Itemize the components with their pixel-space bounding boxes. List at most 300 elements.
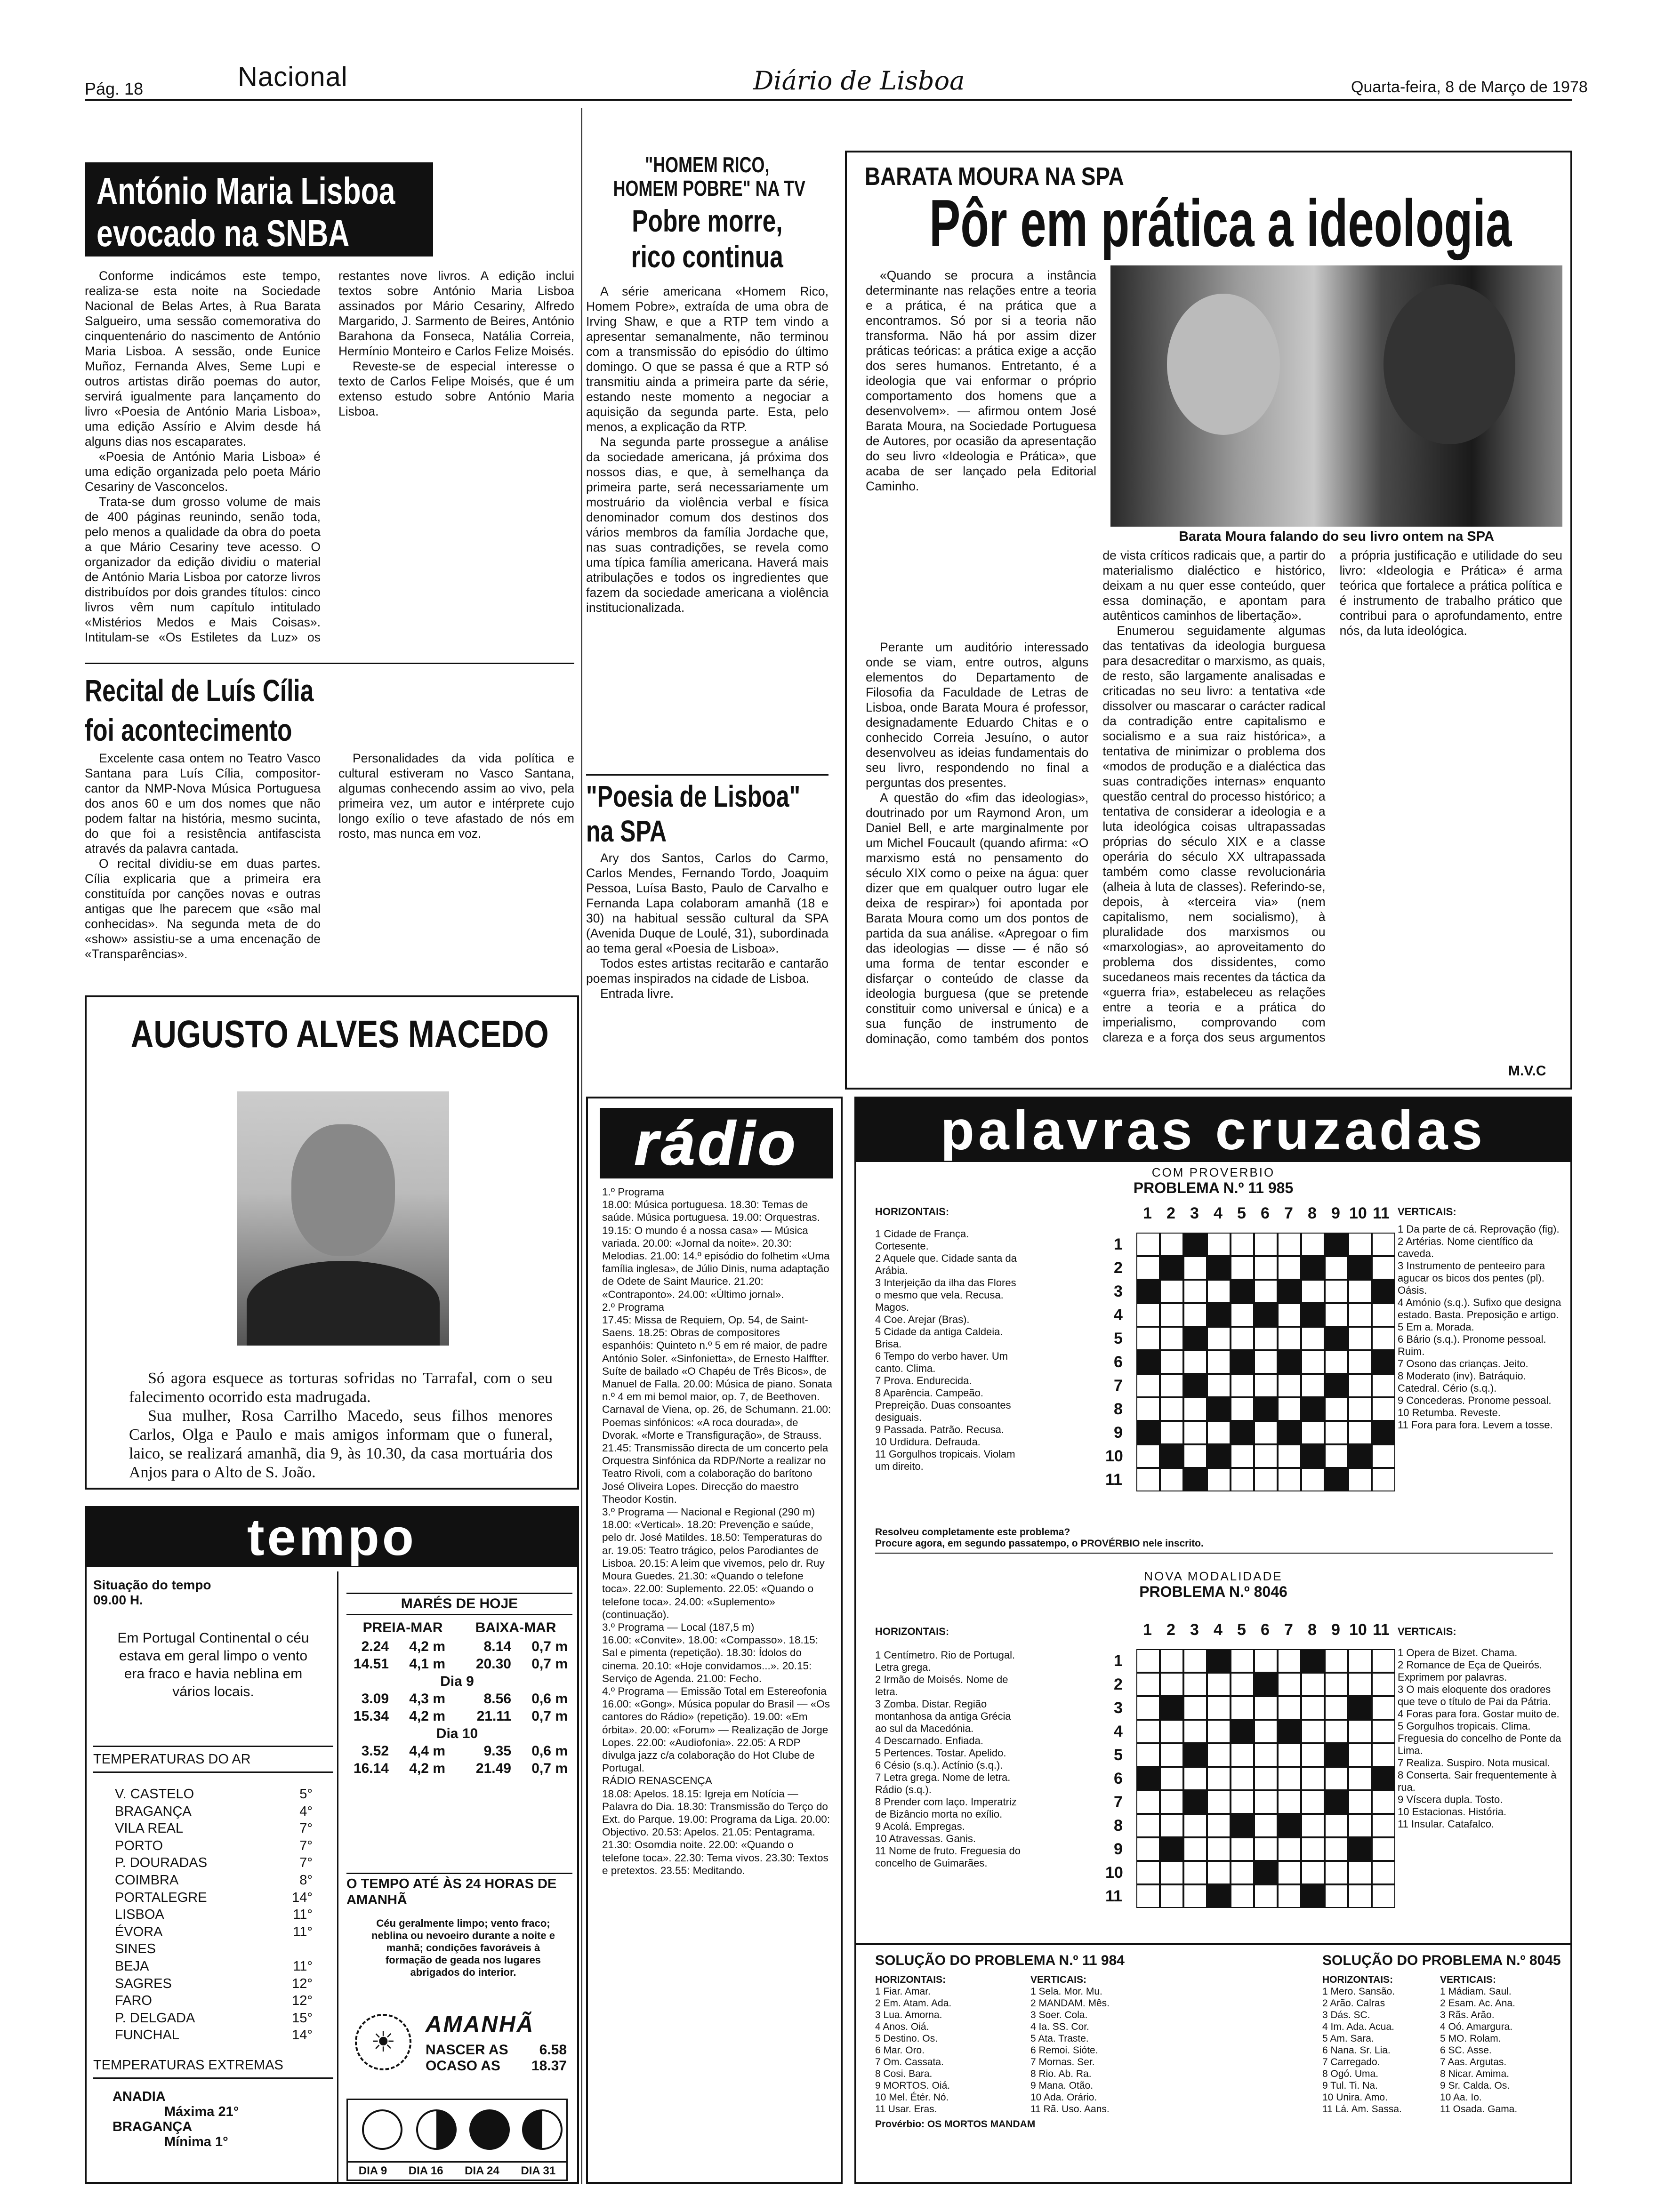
grid-cell[interactable]: [1231, 1884, 1254, 1908]
grid-cell[interactable]: [1136, 1421, 1160, 1444]
grid-cell[interactable]: [1301, 1327, 1325, 1350]
grid-cell[interactable]: [1348, 1421, 1372, 1444]
grid-cell[interactable]: [1278, 1468, 1301, 1491]
grid-cell[interactable]: [1231, 1790, 1254, 1814]
clue: 9 Concederas. Pronome pessoal.: [1398, 1395, 1552, 1406]
grid-cell[interactable]: [1160, 1233, 1183, 1256]
grid-cell[interactable]: [1254, 1767, 1278, 1790]
grid-cell[interactable]: [1301, 1421, 1325, 1444]
temperature-row: ÉVORA 11°: [115, 1924, 313, 1940]
grid-cell[interactable]: [1207, 1814, 1231, 1837]
grid-cell[interactable]: [1278, 1884, 1301, 1908]
grid-cell[interactable]: [1372, 1837, 1395, 1861]
grid-cell[interactable]: [1160, 1884, 1183, 1908]
grid-cell[interactable]: [1278, 1350, 1301, 1374]
grid-cell[interactable]: [1136, 1327, 1160, 1350]
grid-cell[interactable]: [1278, 1233, 1301, 1256]
grid-cell[interactable]: [1207, 1233, 1231, 1256]
grid-cell[interactable]: [1183, 1861, 1207, 1884]
grid-cell[interactable]: [1301, 1374, 1325, 1397]
grid-cell[interactable]: [1160, 1444, 1183, 1468]
grid-cell[interactable]: [1183, 1767, 1207, 1790]
tv-body: A série americana «Homem Rico, Homem Pobre», extraída de uma obra de Irving Shaw, e que a RTP tem vindo a apresentar semanalmente, não terminou com a transmissão do episódio do último domingo. O que se passa é que a RTP só transmitiu ainda a primeira parte da série, estando neste momento a negociar a aquisição da segunda parte. Esta, pelo menos, a explicação da RTP. Na segunda parte prossegue a análise da sociedade americana, já próxima dos nossos dias, e que, à semelhança da primeira parte, será necessariamente um mostruário da violência verbal e física denominador comum dos destinos dos vários membros da família Jordache que, nas suas contradições, se revela como uma típica família americana. Haverá mais atribulações e todos os ingredientes que fazem da sociedade americana a violência institucionalizada.: [586, 284, 828, 615]
grid-cell[interactable]: [1301, 1861, 1325, 1884]
grid-row-number: 7: [1114, 1377, 1123, 1395]
grid-cell[interactable]: [1301, 1884, 1325, 1908]
clue: 2 Irmão de Moisés. Nome de letra.: [875, 1674, 1008, 1698]
grid-cell[interactable]: [1325, 1468, 1348, 1491]
grid-cell[interactable]: [1183, 1696, 1207, 1720]
grid-cell[interactable]: [1254, 1649, 1278, 1673]
grid-cell[interactable]: [1160, 1673, 1183, 1696]
clue: 10 Estacionas. História.: [1398, 1806, 1507, 1818]
high-tide-label: PREIA-MAR: [362, 1620, 443, 1635]
grid-cell[interactable]: [1348, 1444, 1372, 1468]
puzzle1-grid: [1103, 1200, 1395, 1491]
grid-cell[interactable]: [1278, 1743, 1301, 1767]
grid-cell[interactable]: [1301, 1280, 1325, 1303]
grid-cell[interactable]: [1136, 1649, 1160, 1673]
clue: 5 Pertences. Tostar. Apelido.: [875, 1747, 1006, 1759]
grid-cell[interactable]: [1348, 1303, 1372, 1327]
clue: 8 Ogó. Uma.: [1322, 2068, 1379, 2079]
grid-cell[interactable]: [1348, 1397, 1372, 1421]
puzzle2-number: PROBLEMA N.º 8046: [1139, 1583, 1287, 1600]
grid-cell[interactable]: [1160, 1350, 1183, 1374]
grid-cell[interactable]: [1183, 1814, 1207, 1837]
grid-cell[interactable]: [1325, 1233, 1348, 1256]
grid-cell[interactable]: [1278, 1790, 1301, 1814]
grid-cell[interactable]: [1301, 1767, 1325, 1790]
grid-row-number: 3: [1114, 1699, 1123, 1717]
grid-cell[interactable]: [1136, 1743, 1160, 1767]
grid-cell[interactable]: [1136, 1790, 1160, 1814]
grid-cell[interactable]: [1231, 1814, 1254, 1837]
grid-cell[interactable]: [1301, 1649, 1325, 1673]
grid-cell[interactable]: [1136, 1303, 1160, 1327]
grid-cell[interactable]: [1160, 1696, 1183, 1720]
grid-cell[interactable]: [1254, 1720, 1278, 1743]
grid-cell[interactable]: [1183, 1837, 1207, 1861]
grid-cell[interactable]: [1183, 1468, 1207, 1491]
grid-cell[interactable]: [1183, 1374, 1207, 1397]
grid-cell[interactable]: [1160, 1814, 1183, 1837]
grid-cell[interactable]: [1160, 1720, 1183, 1743]
grid-cell[interactable]: [1160, 1280, 1183, 1303]
grid-cell[interactable]: [1183, 1280, 1207, 1303]
grid-cell[interactable]: [1183, 1673, 1207, 1696]
grid-cell[interactable]: [1160, 1303, 1183, 1327]
grid-cell[interactable]: [1348, 1720, 1372, 1743]
grid-cell[interactable]: [1254, 1673, 1278, 1696]
grid-cell[interactable]: [1160, 1327, 1183, 1350]
grid-cell[interactable]: [1207, 1327, 1231, 1350]
grid-cell[interactable]: [1278, 1696, 1301, 1720]
grid-cell[interactable]: [1254, 1837, 1278, 1861]
grid-cell[interactable]: [1348, 1374, 1372, 1397]
grid-col-number: 6: [1261, 1621, 1270, 1639]
grid-cell[interactable]: [1207, 1720, 1231, 1743]
grid-cell[interactable]: [1254, 1468, 1278, 1491]
grid-cell[interactable]: [1136, 1397, 1160, 1421]
grid-cell[interactable]: [1325, 1256, 1348, 1280]
grid-cell[interactable]: [1348, 1696, 1372, 1720]
grid-cell[interactable]: [1231, 1350, 1254, 1374]
divider: [93, 1746, 333, 1747]
grid-cell[interactable]: [1231, 1673, 1254, 1696]
grid-cell[interactable]: [1301, 1720, 1325, 1743]
grid-cell[interactable]: [1278, 1720, 1301, 1743]
grid-cell[interactable]: [1348, 1743, 1372, 1767]
grid-cell[interactable]: [1372, 1861, 1395, 1884]
grid-cell[interactable]: [1301, 1350, 1325, 1374]
grid-cell[interactable]: [1301, 1233, 1325, 1256]
grid-cell[interactable]: [1278, 1673, 1301, 1696]
grid-cell[interactable]: [1207, 1280, 1231, 1303]
grid-cell[interactable]: [1254, 1696, 1278, 1720]
grid-cell[interactable]: [1136, 1280, 1160, 1303]
grid-cell[interactable]: [1254, 1280, 1278, 1303]
grid-cell[interactable]: [1278, 1767, 1301, 1790]
grid-cell[interactable]: [1325, 1397, 1348, 1421]
grid-cell[interactable]: [1183, 1444, 1207, 1468]
grid-cell[interactable]: [1160, 1468, 1183, 1491]
grid-cell[interactable]: [1207, 1767, 1231, 1790]
clue: 8 Conserta. Sair frequentemente à rua.: [1398, 1769, 1557, 1793]
grid-cell[interactable]: [1372, 1327, 1395, 1350]
grid-cell[interactable]: [1325, 1861, 1348, 1884]
grid-cell[interactable]: [1207, 1861, 1231, 1884]
grid-cell[interactable]: [1136, 1767, 1160, 1790]
grid-cell[interactable]: [1372, 1350, 1395, 1374]
grid-cell[interactable]: [1207, 1421, 1231, 1444]
grid-cell[interactable]: [1231, 1696, 1254, 1720]
grid-cell[interactable]: [1301, 1444, 1325, 1468]
grid-cell[interactable]: [1348, 1814, 1372, 1837]
grid-cell[interactable]: [1183, 1303, 1207, 1327]
clue: 2 MANDAM. Mês.: [1030, 1998, 1110, 2009]
grid-cell[interactable]: [1372, 1814, 1395, 1837]
grid-cell[interactable]: [1231, 1256, 1254, 1280]
clue: 2 Arão. Calras: [1322, 1998, 1385, 2009]
grid-cell[interactable]: [1348, 1837, 1372, 1861]
snba-paragraph: «Poesia de António Maria Lisboa» é uma edição organizada pelo poeta Mário Cesariny de Vasconcelos.: [85, 449, 321, 494]
grid-cell[interactable]: [1254, 1350, 1278, 1374]
radio-title: rádio: [634, 1109, 798, 1178]
grid-cell[interactable]: [1325, 1649, 1348, 1673]
grid-cell[interactable]: [1136, 1468, 1160, 1491]
grid-cell[interactable]: [1183, 1421, 1207, 1444]
grid-cell[interactable]: [1278, 1374, 1301, 1397]
grid-cell[interactable]: [1301, 1743, 1325, 1767]
grid-cell[interactable]: [1325, 1814, 1348, 1837]
grid-cell[interactable]: [1325, 1884, 1348, 1908]
grid-cell[interactable]: [1348, 1649, 1372, 1673]
clue: 8 Moderato (inv). Batráquio. Catedral. Cério (s.q.).: [1398, 1370, 1526, 1394]
grid-cell[interactable]: [1254, 1861, 1278, 1884]
grid-cell[interactable]: [1254, 1814, 1278, 1837]
tide-row: 3.52 4,4 m 9.35 0,6 m: [361, 1743, 568, 1759]
grid-cell[interactable]: [1372, 1256, 1395, 1280]
grid-cell[interactable]: [1136, 1720, 1160, 1743]
grid-col-number: 8: [1308, 1621, 1317, 1639]
grid-cell[interactable]: [1372, 1374, 1395, 1397]
grid-row-number: 9: [1114, 1424, 1123, 1442]
grid-cell[interactable]: [1325, 1421, 1348, 1444]
grid-cell[interactable]: [1207, 1743, 1231, 1767]
grid-cell[interactable]: [1372, 1280, 1395, 1303]
radio-banner: [600, 1108, 833, 1178]
grid-cell[interactable]: [1160, 1767, 1183, 1790]
grid-cell[interactable]: [1348, 1280, 1372, 1303]
grid-cell[interactable]: [1278, 1444, 1301, 1468]
column-spacer: [866, 548, 1088, 640]
grid-cell[interactable]: [1254, 1884, 1278, 1908]
grid-cell[interactable]: [1231, 1444, 1254, 1468]
grid-cell[interactable]: [1231, 1743, 1254, 1767]
clue: 3 Lua. Amorna.: [875, 2010, 942, 2020]
grid-cell[interactable]: [1254, 1233, 1278, 1256]
grid-cell[interactable]: [1207, 1673, 1231, 1696]
grid-cell[interactable]: [1372, 1696, 1395, 1720]
grid-cell[interactable]: [1325, 1837, 1348, 1861]
grid-cell[interactable]: [1325, 1327, 1348, 1350]
temperature-row: P. DELGADA 15°: [115, 2010, 313, 2026]
grid-cell[interactable]: [1325, 1303, 1348, 1327]
grid-cell[interactable]: [1278, 1649, 1301, 1673]
clue: 1 Da parte de cá. Reprovação (fig).: [1398, 1223, 1560, 1235]
grid-cell[interactable]: [1325, 1790, 1348, 1814]
puzzle2-subtitle: NOVA MODALIDADE: [1144, 1569, 1283, 1583]
grid-cell[interactable]: [1372, 1884, 1395, 1908]
grid-cell[interactable]: [1301, 1256, 1325, 1280]
grid-cell[interactable]: [1207, 1397, 1231, 1421]
grid-cell[interactable]: [1160, 1861, 1183, 1884]
grid-cell[interactable]: [1372, 1468, 1395, 1491]
grid-cell[interactable]: [1325, 1743, 1348, 1767]
cilia-body: [85, 751, 574, 977]
divider: [85, 663, 574, 664]
grid-cell[interactable]: [1254, 1790, 1278, 1814]
grid-cell[interactable]: [1254, 1327, 1278, 1350]
grid-cell[interactable]: [1207, 1444, 1231, 1468]
grid-cell[interactable]: [1348, 1861, 1372, 1884]
grid-cell[interactable]: [1301, 1303, 1325, 1327]
grid-cell[interactable]: [1348, 1233, 1372, 1256]
grid-cell[interactable]: [1231, 1327, 1254, 1350]
grid-cell[interactable]: [1136, 1673, 1160, 1696]
grid-cell[interactable]: [1231, 1397, 1254, 1421]
grid-cell[interactable]: [1136, 1256, 1160, 1280]
grid-cell[interactable]: [1231, 1280, 1254, 1303]
puzzle2-horiz-label: HORIZONTAIS:: [875, 1626, 949, 1637]
clue: 11 Lá. Am. Sassa.: [1322, 2104, 1402, 2115]
grid-cell[interactable]: [1348, 1256, 1372, 1280]
grid-cell[interactable]: [1254, 1421, 1278, 1444]
grid-cell[interactable]: [1372, 1767, 1395, 1790]
grid-col-number: 2: [1166, 1204, 1175, 1222]
grid-cell[interactable]: [1301, 1673, 1325, 1696]
puzzle2-horiz-clues: [875, 1649, 1021, 1869]
grid-cell[interactable]: [1325, 1350, 1348, 1374]
grid-cell[interactable]: [1183, 1233, 1207, 1256]
grid-cell[interactable]: [1183, 1743, 1207, 1767]
grid-cell[interactable]: [1254, 1444, 1278, 1468]
grid-cell[interactable]: [1325, 1444, 1348, 1468]
grid-cell[interactable]: [1301, 1837, 1325, 1861]
grid-col-number: 10: [1349, 1621, 1367, 1639]
grid-cell[interactable]: [1278, 1327, 1301, 1350]
grid-cell[interactable]: [1207, 1884, 1231, 1908]
grid-cell[interactable]: [1254, 1743, 1278, 1767]
grid-cell[interactable]: [1231, 1303, 1254, 1327]
grid-cell[interactable]: [1136, 1837, 1160, 1861]
grid-cell[interactable]: [1231, 1233, 1254, 1256]
grid-cell[interactable]: [1372, 1743, 1395, 1767]
spa-headline: "Poesia de Lisboa" na SPA: [586, 779, 801, 848]
grid-cell[interactable]: [1160, 1421, 1183, 1444]
grid-cell[interactable]: [1372, 1790, 1395, 1814]
forecast-label: O TEMPO ATÉ ÀS 24 HORAS DE AMANHÃ: [346, 1873, 572, 1908]
clue: 9 Acolá. Empregas.: [875, 1820, 965, 1832]
grid-cell[interactable]: [1254, 1256, 1278, 1280]
solution2: SOLUÇÃO DO PROBLEMA N.º 8045 HORIZONTAIS: 1 Mero. Sansão. 2 Arão. Calras 3 Dás. SC. 4 Im. Ada. Acua. 5 Am. Sara. 6 Nana. Sr. Lia. 7 Carregado. 8 Ogó. Uma. 9 Tul. Ti. Na. 10 Unira. Amo. 11 Lá. Am. Sassa. VERTICAIS: 1 Mádiam. Saul. 2 Esam. Ac. Ana. 3 Rãs. Arão. 4 Oó. Amargura. 5 MO. Rolam. 6 SC. Asse. 7 Aas. Argutas. 8 Nicar. Amima. 9 Sr. Calda. Os. 10 Aa. Io. 11 Osada. Gama.: [1322, 1953, 1561, 2115]
grid-cell[interactable]: [1183, 1649, 1207, 1673]
clue: 9 Mana. Otão.: [1030, 2080, 1094, 2091]
grid-cell[interactable]: [1372, 1649, 1395, 1673]
grid-cell[interactable]: [1207, 1256, 1231, 1280]
grid-cell[interactable]: [1207, 1468, 1231, 1491]
grid-cell[interactable]: [1278, 1861, 1301, 1884]
grid-cell[interactable]: [1278, 1397, 1301, 1421]
grid-cell[interactable]: [1136, 1350, 1160, 1374]
grid-row-number: 3: [1114, 1282, 1123, 1300]
grid-cell[interactable]: [1183, 1327, 1207, 1350]
grid-cell[interactable]: [1231, 1720, 1254, 1743]
grid-cell[interactable]: [1348, 1350, 1372, 1374]
grid-cell[interactable]: [1301, 1468, 1325, 1491]
grid-cell[interactable]: [1183, 1397, 1207, 1421]
grid-cell[interactable]: [1325, 1374, 1348, 1397]
grid-cell[interactable]: [1160, 1256, 1183, 1280]
grid-cell[interactable]: [1348, 1673, 1372, 1696]
clue: 7 Carregado.: [1322, 2057, 1380, 2068]
grid-cell[interactable]: [1372, 1397, 1395, 1421]
clue: 8 Nicar. Amima.: [1440, 2068, 1510, 2079]
grid-cell[interactable]: [1207, 1790, 1231, 1814]
grid-row-number: 5: [1114, 1330, 1123, 1347]
grid-cell[interactable]: [1301, 1790, 1325, 1814]
grid-cell[interactable]: [1301, 1814, 1325, 1837]
grid-cell[interactable]: [1348, 1884, 1372, 1908]
grid-cell[interactable]: [1278, 1814, 1301, 1837]
grid-cell[interactable]: [1183, 1720, 1207, 1743]
grid-row-number: 4: [1114, 1723, 1123, 1740]
clue: 5 Gorgulhos tropicais. Clima. Freguesia do concelho de Ponte da Lima.: [1398, 1720, 1561, 1756]
grid-row-number: 1: [1114, 1235, 1123, 1253]
grid-cell[interactable]: [1325, 1767, 1348, 1790]
grid-cell[interactable]: [1207, 1837, 1231, 1861]
photo-figure: [1384, 284, 1515, 444]
grid-cell[interactable]: [1231, 1468, 1254, 1491]
clue: 10 Ada. Orário.: [1030, 2092, 1097, 2103]
grid-cell[interactable]: [1231, 1421, 1254, 1444]
grid-cell[interactable]: [1231, 1649, 1254, 1673]
grid-cell[interactable]: [1136, 1861, 1160, 1884]
grid-cell[interactable]: [1278, 1303, 1301, 1327]
grid-cell[interactable]: [1160, 1374, 1183, 1397]
grid-cell[interactable]: [1372, 1673, 1395, 1696]
grid-cell[interactable]: [1325, 1280, 1348, 1303]
grid-cell[interactable]: [1136, 1233, 1160, 1256]
clue: 5 Ata. Traste.: [1030, 2033, 1089, 2044]
grid-cell[interactable]: [1278, 1256, 1301, 1280]
grid-cell[interactable]: [1207, 1696, 1231, 1720]
grid-cell[interactable]: [1207, 1303, 1231, 1327]
grid-cell[interactable]: [1136, 1696, 1160, 1720]
clue: 6 Césio (s.q.). Actínio (s.q.).: [875, 1759, 1003, 1771]
tide-row: 14.51 4,1 m 20.30 0,7 m: [353, 1656, 568, 1672]
clue: 4 Coe. Arejar (Bras).: [875, 1314, 970, 1325]
grid-cell[interactable]: [1160, 1649, 1183, 1673]
grid-cell[interactable]: [1325, 1720, 1348, 1743]
grid-cell[interactable]: [1325, 1673, 1348, 1696]
grid-cell[interactable]: [1278, 1837, 1301, 1861]
grid-cell[interactable]: [1207, 1649, 1231, 1673]
grid-cell[interactable]: [1231, 1837, 1254, 1861]
moon-phases: DIA 9 DIA 16 DIA 24 DIA 31: [346, 2099, 568, 2181]
grid-cell[interactable]: [1231, 1374, 1254, 1397]
grid-cell[interactable]: [1207, 1374, 1231, 1397]
grid-cell[interactable]: [1278, 1421, 1301, 1444]
grid-cell[interactable]: [1207, 1350, 1231, 1374]
grid-cell[interactable]: [1160, 1790, 1183, 1814]
grid-cell[interactable]: [1301, 1696, 1325, 1720]
grid-cell[interactable]: [1254, 1374, 1278, 1397]
grid-cell[interactable]: [1372, 1444, 1395, 1468]
grid-cell[interactable]: [1372, 1720, 1395, 1743]
grid-cell[interactable]: [1183, 1256, 1207, 1280]
grid-cell[interactable]: [1160, 1837, 1183, 1861]
grid-cell[interactable]: [1136, 1374, 1160, 1397]
grid-cell[interactable]: [1254, 1397, 1278, 1421]
grid-cell[interactable]: [1136, 1814, 1160, 1837]
grid-cell[interactable]: [1136, 1444, 1160, 1468]
grid-cell[interactable]: [1278, 1280, 1301, 1303]
grid-cell[interactable]: [1183, 1350, 1207, 1374]
grid-cell[interactable]: [1231, 1767, 1254, 1790]
grid-cell[interactable]: [1183, 1790, 1207, 1814]
grid-cell[interactable]: [1301, 1397, 1325, 1421]
grid-cell[interactable]: [1231, 1861, 1254, 1884]
grid-cell[interactable]: [1372, 1421, 1395, 1444]
clue: 4 Anos. Oiá.: [875, 2021, 929, 2032]
grid-cell[interactable]: [1325, 1696, 1348, 1720]
grid-cell[interactable]: [1348, 1327, 1372, 1350]
grid-cell[interactable]: [1136, 1884, 1160, 1908]
grid-cell[interactable]: [1254, 1303, 1278, 1327]
tv-article: [586, 153, 828, 774]
grid-cell[interactable]: [1183, 1884, 1207, 1908]
grid-cell[interactable]: [1372, 1303, 1395, 1327]
grid-cell[interactable]: [1372, 1233, 1395, 1256]
grid-cell[interactable]: [1348, 1767, 1372, 1790]
grid-cell[interactable]: [1348, 1790, 1372, 1814]
grid-cell[interactable]: [1348, 1468, 1372, 1491]
grid-cell[interactable]: [1160, 1397, 1183, 1421]
grid-cell[interactable]: [1160, 1743, 1183, 1767]
clue: 5 Em a. Morada.: [1398, 1321, 1474, 1333]
